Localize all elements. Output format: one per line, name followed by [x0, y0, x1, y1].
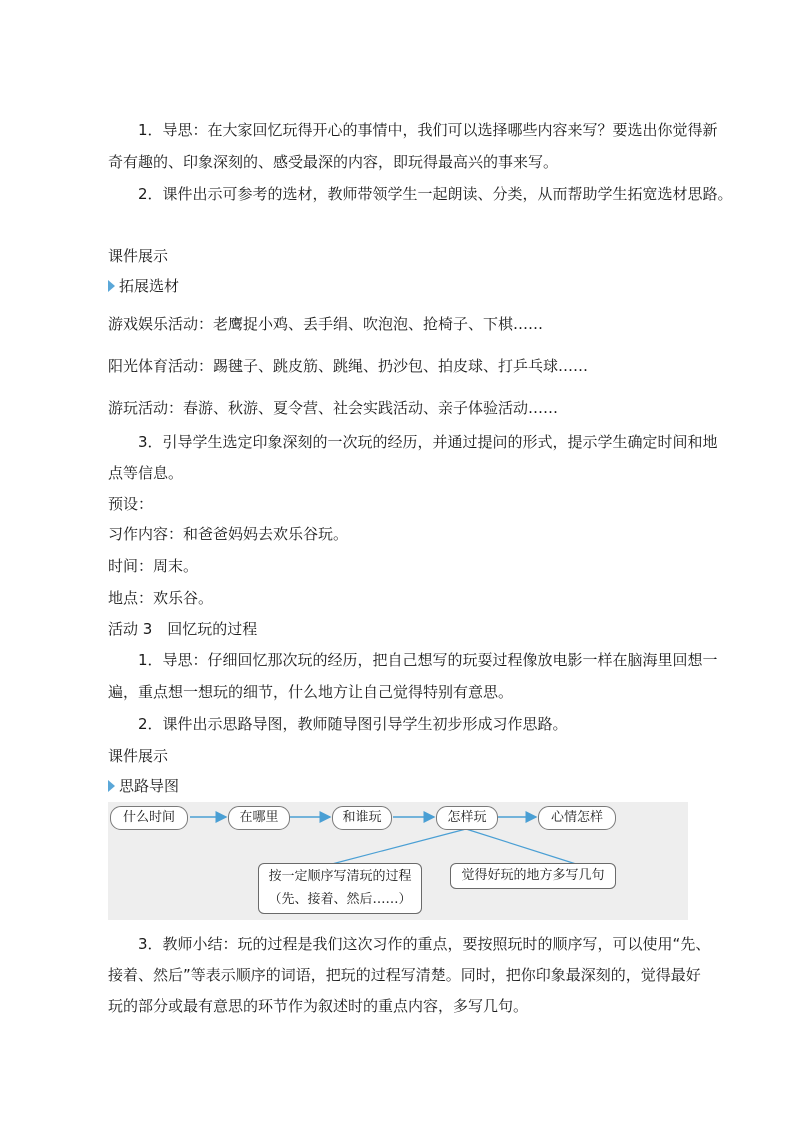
triangle-bullet-icon — [108, 280, 115, 292]
branch-right — [466, 829, 576, 864]
activity-3-title: 活动 3 回忆玩的过程 — [108, 620, 258, 638]
triangle-bullet-icon — [108, 780, 115, 792]
summary-line-3: 玩的部分或最有意思的环节作为叙述时的重点内容，多写几句。 — [108, 997, 529, 1015]
section-expand-heading — [108, 270, 688, 302]
para-1-line-2: 奇有趣的、印象深刻的、感受最深的内容，即玩得最高兴的事来写。 — [108, 153, 559, 171]
preset-place: 地点：欢乐谷。 — [108, 589, 214, 607]
courseware-label: 课件展示 — [108, 247, 169, 265]
section-mindmap-heading — [108, 770, 688, 802]
mind-map — [108, 802, 688, 920]
box-process-line-1: 按一定顺序写清玩的过程 — [268, 869, 412, 884]
box-process-line-2: （先、接着、然后……） — [268, 892, 412, 907]
topic-game: 游戏娱乐活动：老鹰捉小鸡、丢手绢、吹泡泡、抢椅子、下棋…… — [108, 315, 544, 333]
preset-time: 时间：周末。 — [108, 557, 199, 575]
node-how-play: 怎样玩 — [436, 806, 498, 830]
para-2: 2．课件出示可参考的选材，教师带领学生一起朗读、分类，从而帮助学生拓宽选材思路。 — [138, 185, 733, 203]
act-para-1-line-2: 遍，重点想一想玩的细节，什么地方让自己觉得特别有意思。 — [108, 683, 514, 701]
box-fun-details: 觉得好玩的地方多写几句 — [450, 863, 616, 889]
topic-sport: 阳光体育活动：踢毽子、跳皮筋、跳绳、扔沙包、拍皮球、打乒乓球…… — [108, 357, 589, 375]
courseware-label-2: 课件展示 — [108, 747, 169, 765]
section-expand-label: 拓展选材 — [119, 277, 180, 295]
act-para-1-line-1: 1．导思：仔细回忆那次玩的经历，把自己想写的玩耍过程像放电影一样在脑海里回想一 — [138, 651, 718, 669]
para-1-line-1: 1．导思：在大家回忆玩得开心的事情中，我们可以选择哪些内容来写？要选出你觉得新 — [138, 121, 718, 139]
para-3-line-2: 点等信息。 — [108, 464, 184, 482]
act-para-2: 2．课件出示思路导图，教师随导图引导学生初步形成习作思路。 — [138, 715, 568, 733]
branch-left — [332, 829, 466, 864]
preset-content: 习作内容：和爸爸妈妈去欢乐谷玩。 — [108, 525, 349, 543]
preset-label: 预设： — [108, 495, 154, 513]
summary-line-1: 3．教师小结：玩的过程是我们这次习作的重点，要按照玩时的顺序写，可以使用“先、 — [138, 935, 711, 953]
node-where: 在哪里 — [228, 806, 290, 830]
topic-outing: 游玩活动：春游、秋游、夏令营、社会实践活动、亲子体验活动…… — [108, 399, 559, 417]
node-what-time: 什么时间 — [110, 806, 188, 830]
summary-line-2: 接着、然后”等表示顺序的词语，把玩的过程写清楚。同时，把你印象最深刻的，觉得最好 — [108, 966, 701, 984]
node-mood: 心情怎样 — [538, 806, 616, 830]
section-mindmap-label: 思路导图 — [119, 777, 180, 795]
node-with-whom: 和谁玩 — [332, 806, 392, 830]
para-3-line-1: 3．引导学生选定印象深刻的一次玩的经历，并通过提问的形式，提示学生确定时间和地 — [138, 433, 718, 451]
box-process — [258, 863, 422, 914]
